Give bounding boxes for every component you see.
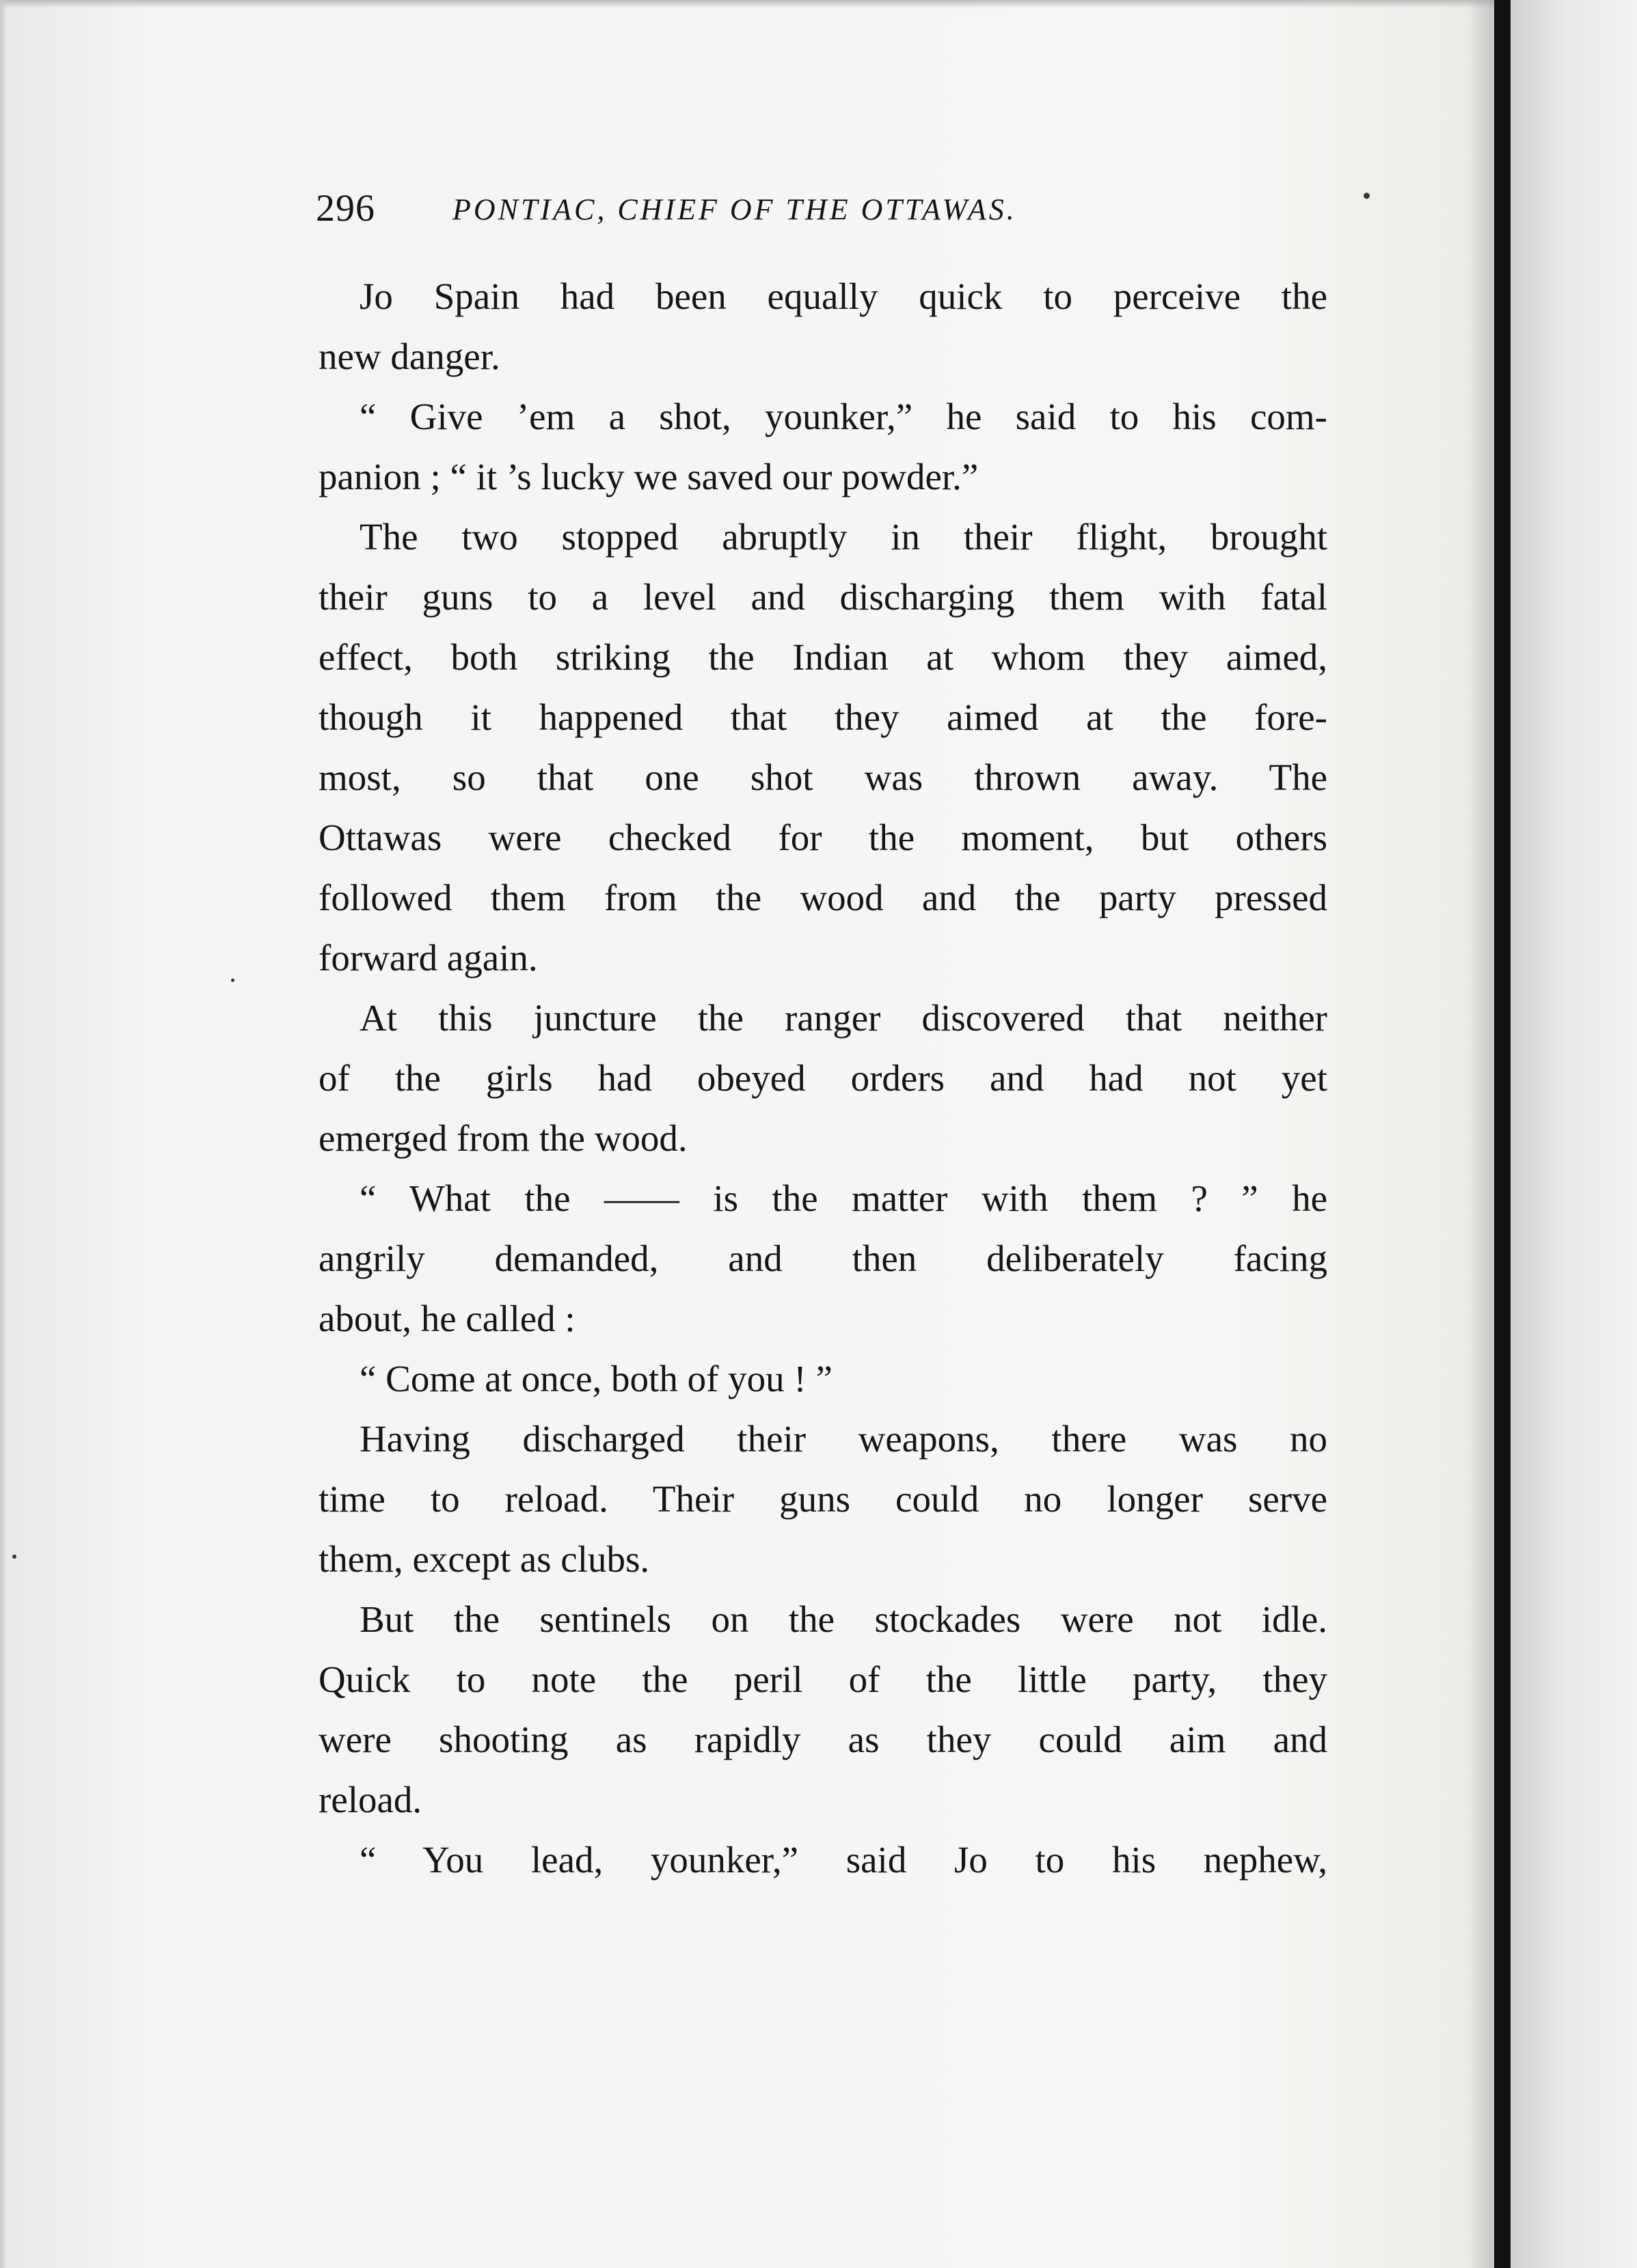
text-line: them, except as clubs. bbox=[319, 1538, 650, 1580]
text-line: Quick to note the peril of the little party, they bbox=[319, 1658, 1327, 1700]
text-line: were shooting as rapidly as they could aim and bbox=[319, 1719, 1327, 1760]
text-line: followed them from the wood and the party pressed bbox=[319, 877, 1327, 918]
text-line: about, he called : bbox=[319, 1298, 576, 1339]
text-line: though it happened that they aimed at the fore- bbox=[319, 696, 1327, 738]
text-line: new danger. bbox=[319, 336, 500, 377]
book-spine bbox=[1494, 0, 1511, 2268]
text-line: most, so that one shot was thrown away. The bbox=[319, 756, 1327, 798]
text-line: Having discharged their weapons, there was no bbox=[360, 1418, 1327, 1460]
text-line: “ You lead, younker,” said Jo to his nephew, bbox=[360, 1839, 1327, 1881]
text-line: Jo Spain had been equally quick to perceive the bbox=[360, 275, 1327, 317]
running-title: PONTIAC, CHIEF OF THE OTTAWAS. bbox=[452, 193, 1017, 226]
scan-speck bbox=[1364, 193, 1370, 199]
text-line: effect, both striking the Indian at whom they aimed, bbox=[319, 636, 1327, 678]
text-line: “ Give ’em a shot, younker,” he said to his com- bbox=[360, 396, 1327, 437]
body-text bbox=[319, 267, 1327, 1890]
text-line: Ottawas were checked for the moment, but others bbox=[319, 817, 1327, 858]
gutter-shadow bbox=[1470, 0, 1497, 2268]
facing-page-edge bbox=[1511, 0, 1637, 2268]
page-header bbox=[316, 185, 1327, 232]
text-line: “ Come at once, both of you ! ” bbox=[360, 1358, 833, 1399]
text-line: emerged from the wood. bbox=[319, 1117, 688, 1159]
page-left-edge bbox=[0, 0, 7, 2268]
text-line: of the girls had obeyed orders and had not yet bbox=[319, 1057, 1327, 1099]
text-line: reload. bbox=[319, 1779, 422, 1820]
text-line: But the sentinels on the stockades were not idle. bbox=[360, 1598, 1327, 1640]
page-top-edge bbox=[0, 0, 1494, 8]
text-line: forward again. bbox=[319, 937, 538, 979]
text-line: their guns to a level and discharging them with fatal bbox=[319, 576, 1327, 618]
scan-speck bbox=[231, 979, 234, 982]
text-line: time to reload. Their guns could no longer serve bbox=[319, 1478, 1327, 1520]
page-number: 296 bbox=[316, 187, 375, 230]
text-line: panion ; “ it ’s lucky we saved our powder.” bbox=[319, 456, 979, 497]
text-line: The two stopped abruptly in their flight, brought bbox=[360, 516, 1327, 558]
text-line: angrily demanded, and then deliberately facing bbox=[319, 1238, 1327, 1279]
text-line: “ What the —— is the matter with them ? ” he bbox=[360, 1177, 1327, 1219]
text-line: At this juncture the ranger discovered that neither bbox=[360, 997, 1327, 1039]
scan-speck bbox=[12, 1555, 16, 1559]
